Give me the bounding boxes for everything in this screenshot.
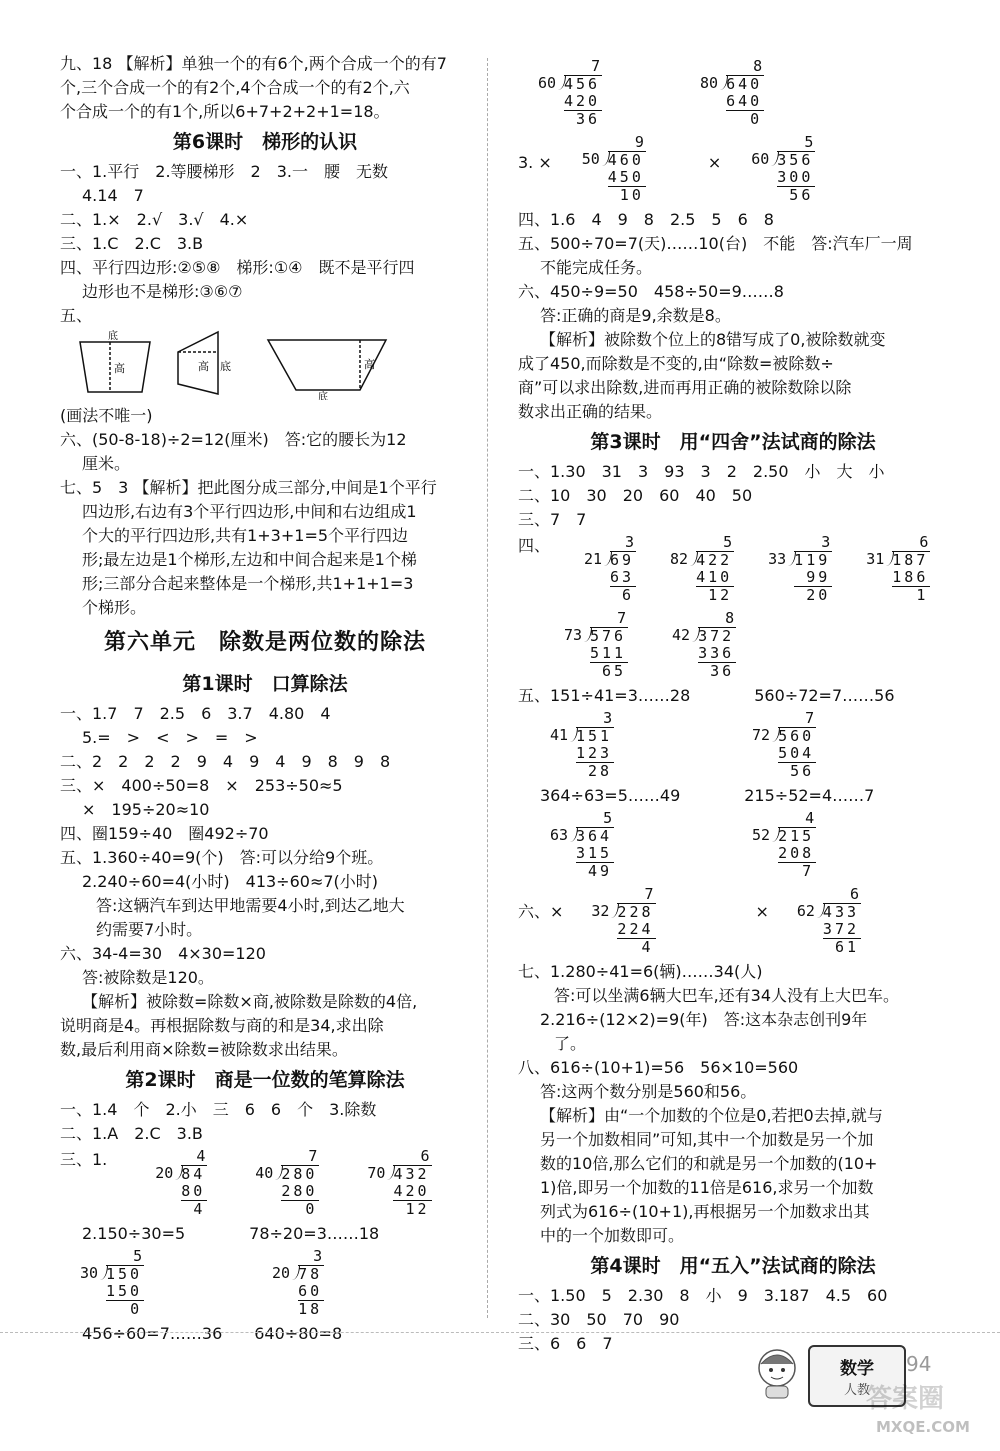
remainder: 36 bbox=[564, 110, 602, 128]
long-division-row bbox=[518, 132, 948, 208]
text-line: 四、1.6 4 9 8 2.5 5 6 8 bbox=[518, 210, 774, 229]
long-division bbox=[556, 610, 628, 680]
text-line: 个梯形。 bbox=[82, 598, 147, 617]
edition-label: 人教 bbox=[843, 1383, 870, 1398]
dividend: 150 bbox=[106, 1265, 143, 1283]
text-line: 二、30 50 70 90 bbox=[518, 1310, 680, 1329]
product: 640 bbox=[726, 92, 763, 110]
long-division-row bbox=[518, 708, 948, 784]
divisor: 41 bbox=[549, 726, 568, 744]
dividend: 356 bbox=[777, 151, 814, 169]
text-line: 一、1.平行 2.等腰梯形 2 3.一 腰 无数 bbox=[60, 162, 388, 181]
text-line: 【解析】被除数=除数×商,被除数是除数的4倍, bbox=[82, 992, 418, 1011]
quotient: 8 bbox=[753, 57, 763, 75]
long-division bbox=[574, 134, 646, 204]
divisor: 21 bbox=[583, 550, 603, 568]
divisor: 30 bbox=[79, 1264, 98, 1282]
text-line: 了。 bbox=[554, 1034, 587, 1053]
quotient: 7 bbox=[617, 609, 627, 627]
unit-heading: 第六单元 除数是两位数的除法 bbox=[103, 630, 426, 655]
text-line: 个合成一个的有1个,所以6+7+2+2+1=18。 bbox=[60, 102, 390, 121]
text-line: 答:被除数是120。 bbox=[82, 968, 214, 987]
long-division bbox=[147, 1148, 207, 1218]
text-line: 三、6 6 7 bbox=[518, 1334, 613, 1353]
text-line: 一、1.50 5 2.30 8 小 9 3.187 4.5 60 bbox=[518, 1286, 888, 1305]
watermark: 答案圈 bbox=[866, 1384, 945, 1414]
text-line: 答:可以坐满6辆大巴车,还有34人没有上大巴车。 bbox=[554, 986, 900, 1005]
dividend: 187 bbox=[892, 551, 929, 569]
text-line: 五、1.360÷40=9(个) 答:可以分给9个班。 bbox=[60, 848, 384, 867]
long-division-row bbox=[518, 532, 948, 608]
divisor: 31 bbox=[866, 550, 885, 568]
base-label: 底 bbox=[318, 392, 328, 400]
long-division bbox=[662, 534, 734, 604]
divisor: 60 bbox=[751, 150, 770, 168]
divisor: 80 bbox=[700, 74, 719, 92]
product: 63 bbox=[610, 568, 635, 586]
text-line: 二、1.× 2.√ 3.√ 4.× bbox=[60, 210, 249, 229]
product: 186 bbox=[892, 568, 929, 586]
text-line: 三、1. bbox=[60, 1150, 108, 1169]
text-line: 个,三个合成一个的有2个,4个合成一个的有2个,六 bbox=[60, 78, 410, 97]
long-division bbox=[359, 1148, 431, 1218]
text-line: 四边形,右边有3个平行四边形,中间和右边组成1 bbox=[82, 502, 417, 521]
text-line: 形;最左边是1个梯形,左边和中间合起来是1个梯 bbox=[82, 550, 417, 569]
text-line: 364÷63=5……49 215÷52=4……7 bbox=[540, 786, 875, 805]
remainder: 4 bbox=[181, 1200, 207, 1218]
divisor: 73 bbox=[563, 626, 582, 644]
product: 336 bbox=[698, 644, 735, 662]
product: 372 bbox=[822, 920, 860, 938]
remainder: 7 bbox=[778, 862, 816, 880]
dividend: 78 bbox=[298, 1265, 323, 1283]
divisor: 42 bbox=[672, 626, 691, 644]
product: 150 bbox=[106, 1282, 143, 1300]
cartoon-kid-icon bbox=[752, 1344, 802, 1400]
long-division bbox=[744, 810, 816, 880]
height-label: 高 bbox=[114, 362, 125, 375]
text-line: 商”可以求出除数,进而再用正确的被除数除以除 bbox=[518, 378, 852, 397]
long-division bbox=[583, 886, 655, 956]
height-label: 高 bbox=[364, 358, 375, 371]
quotient: 5 bbox=[723, 533, 733, 551]
remainder: 65 bbox=[590, 662, 628, 680]
divisor: 32 bbox=[591, 902, 610, 920]
text-line: 形;三部分合起来整体是一个梯形,共1+1+1=3 bbox=[82, 574, 414, 593]
product: 511 bbox=[590, 644, 627, 662]
dividend: 280 bbox=[281, 1165, 318, 1183]
text-line: 二、10 30 20 60 40 50 bbox=[518, 486, 753, 505]
base-label: 底 bbox=[108, 331, 118, 342]
text-line: 五、500÷70=7(天)……10(台) 不能 答:汽车厂一周 bbox=[518, 234, 913, 253]
long-division bbox=[664, 610, 736, 680]
text-line: 一、1.4 个 2.小 三 6 6 个 3.除数 bbox=[60, 1100, 377, 1119]
text-line: × bbox=[707, 153, 722, 172]
divisor: 33 bbox=[768, 550, 787, 568]
divisor: 63 bbox=[549, 826, 568, 844]
text-line: 中的一个加数即可。 bbox=[540, 1226, 685, 1245]
dividend: 151 bbox=[576, 727, 613, 745]
quotient: 5 bbox=[603, 809, 613, 827]
text-line: 4.14 7 bbox=[82, 186, 144, 205]
quotient: 4 bbox=[196, 1147, 206, 1165]
long-division bbox=[264, 1248, 324, 1318]
quotient: 3 bbox=[625, 533, 635, 551]
text-line: 答:这辆汽车到达甲地需要4小时,到达乙地大 bbox=[96, 896, 405, 915]
long-division bbox=[692, 58, 764, 128]
divisor: 20 bbox=[272, 1264, 291, 1282]
right-column bbox=[518, 52, 948, 1356]
footer-rule bbox=[0, 1332, 1000, 1333]
dividend: 372 bbox=[698, 627, 735, 645]
quotient: 8 bbox=[725, 609, 735, 627]
text-line: 数,最后利用商×除数=被除数求出结果。 bbox=[60, 1040, 348, 1059]
divisor: 62 bbox=[796, 902, 815, 920]
quotient: 6 bbox=[849, 885, 860, 903]
dividend: 576 bbox=[590, 627, 627, 645]
text-line: 答:这两个数分别是560和56。 bbox=[540, 1082, 757, 1101]
product: 60 bbox=[298, 1282, 323, 1300]
text-line: 另一个加数相同”可知,其中一个加数是另一个加 bbox=[540, 1130, 874, 1149]
remainder: 0 bbox=[726, 110, 764, 128]
lesson-heading: 第6课时 梯形的认识 bbox=[172, 131, 358, 153]
dividend: 228 bbox=[617, 903, 654, 921]
dividend: 432 bbox=[393, 1165, 430, 1183]
divisor: 60 bbox=[537, 74, 556, 92]
text-line: 【解析】由“一个加数的个位是0,若把0去掉,就与 bbox=[540, 1106, 883, 1125]
long-division bbox=[760, 534, 832, 604]
quotient: 9 bbox=[634, 133, 644, 151]
long-division bbox=[744, 710, 816, 780]
text-line: 六、× bbox=[518, 902, 564, 921]
dividend: 364 bbox=[576, 827, 613, 845]
quotient: 5 bbox=[133, 1247, 143, 1265]
product: 410 bbox=[696, 568, 733, 586]
text-line: 说明商是4。再根据除数与商的和是34,求出除 bbox=[60, 1016, 384, 1035]
text-line: 2.150÷30=5 78÷20=3……18 bbox=[82, 1224, 380, 1243]
long-division-row bbox=[60, 1146, 470, 1222]
dividend: 215 bbox=[778, 827, 815, 845]
product: 224 bbox=[617, 920, 654, 938]
product: 99 bbox=[806, 568, 831, 586]
product: 315 bbox=[576, 844, 613, 862]
remainder: 56 bbox=[778, 762, 816, 780]
quotient: 3 bbox=[313, 1247, 323, 1265]
text-line: 约需要7小时。 bbox=[96, 920, 203, 939]
text-line: 三、× 400÷50=8 × 253÷50≈5 bbox=[60, 776, 343, 795]
remainder: 6 bbox=[610, 586, 636, 604]
lesson-heading: 第1课时 口算除法 bbox=[182, 673, 348, 695]
text-line: 六、450÷9=50 458÷50=9……8 bbox=[518, 282, 784, 301]
text-line: 九、18 【解析】单独一个的有6个,两个合成一个的有7 bbox=[60, 54, 447, 73]
product: 300 bbox=[777, 168, 814, 186]
divisor: 50 bbox=[581, 150, 600, 168]
text-line: 1)倍,即另一个加数的11倍是616,求另一个加数 bbox=[540, 1178, 874, 1197]
divisor: 70 bbox=[367, 1164, 386, 1182]
remainder: 28 bbox=[576, 762, 614, 780]
quotient: 5 bbox=[804, 133, 814, 151]
remainder: 36 bbox=[698, 662, 736, 680]
text-line: × bbox=[755, 902, 769, 921]
text-line: 成了450,而除数是不变的,由“除数=被除数÷ bbox=[518, 354, 834, 373]
text-line: 四、圈159÷40 圈492÷70 bbox=[60, 824, 269, 843]
text-line: 边形也不是梯形:③⑥⑦ bbox=[82, 282, 243, 301]
divisor: 40 bbox=[255, 1164, 274, 1182]
text-line: 一、1.30 31 3 93 3 2 2.50 小 大 小 bbox=[518, 462, 885, 481]
long-division bbox=[72, 1248, 144, 1318]
dividend: 560 bbox=[778, 727, 815, 745]
product: 208 bbox=[778, 844, 815, 862]
text-line: 一、1.7 7 2.5 6 3.7 4.80 4 bbox=[60, 704, 331, 723]
text-line: 3. × bbox=[518, 153, 552, 172]
text-line: 八、616÷(10+1)=56 56×10=560 bbox=[518, 1058, 799, 1077]
quotient: 6 bbox=[919, 533, 929, 551]
product: 420 bbox=[564, 92, 601, 110]
text-line: 六、(50-8-18)÷2=12(厘米) 答:它的腰长为12 bbox=[60, 430, 407, 449]
text-line: 2.240÷60=4(小时) 413÷60≈7(小时) bbox=[82, 872, 379, 891]
height-label: 高 bbox=[198, 360, 209, 373]
column-divider bbox=[487, 58, 488, 1318]
product: 123 bbox=[576, 744, 613, 762]
long-division bbox=[542, 710, 614, 780]
dividend: 69 bbox=[610, 551, 635, 569]
divisor: 72 bbox=[752, 726, 771, 744]
quotient: 6 bbox=[420, 1147, 430, 1165]
long-division-row bbox=[518, 884, 948, 960]
dividend: 456 bbox=[564, 75, 601, 93]
text-line: 三、7 7 bbox=[518, 510, 587, 529]
quotient: 3 bbox=[603, 709, 613, 727]
quotient: 3 bbox=[821, 533, 831, 551]
long-division-row bbox=[518, 52, 948, 132]
text-line: 七、1.280÷41=6(辆)……34(人) bbox=[518, 962, 763, 981]
dividend: 119 bbox=[794, 551, 831, 569]
remainder: 10 bbox=[608, 186, 646, 204]
divisor: 82 bbox=[670, 550, 689, 568]
quotient: 7 bbox=[644, 885, 654, 903]
lesson-heading: 第4课时 用“五入”法试商的除法 bbox=[590, 1255, 876, 1277]
remainder: 12 bbox=[696, 586, 734, 604]
product: 450 bbox=[607, 168, 644, 186]
dividend: 422 bbox=[696, 551, 733, 569]
watermark-url: MXQE.COM bbox=[876, 1418, 970, 1436]
dividend: 460 bbox=[607, 151, 644, 169]
text-line: 五、 bbox=[60, 306, 93, 325]
dividend: 640 bbox=[726, 75, 763, 93]
remainder: 12 bbox=[393, 1200, 431, 1218]
long-division bbox=[542, 810, 614, 880]
lesson-heading: 第2课时 商是一位数的笔算除法 bbox=[125, 1069, 405, 1091]
remainder: 20 bbox=[794, 586, 832, 604]
text-line: 个大的平行四边形,共有1+3+1=5个平行四边 bbox=[82, 526, 409, 545]
text-line: (画法不唯一) bbox=[60, 406, 153, 425]
text-line: 【解析】被除数个位上的8错写成了0,被除数就变 bbox=[540, 330, 886, 349]
subject-label: 数学 bbox=[840, 1359, 874, 1379]
lesson-heading: 第3课时 用“四舍”法试商的除法 bbox=[590, 431, 876, 453]
remainder: 18 bbox=[298, 1300, 323, 1318]
quotient: 7 bbox=[805, 709, 815, 727]
long-division bbox=[247, 1148, 319, 1218]
text-line: 四、 bbox=[518, 536, 551, 555]
product: 504 bbox=[778, 744, 815, 762]
text-line: 三、1.C 2.C 3.B bbox=[60, 234, 204, 253]
quotient: 7 bbox=[308, 1147, 318, 1165]
text-line: 六、34-4=30 4×30=120 bbox=[60, 944, 266, 963]
product: 420 bbox=[393, 1182, 430, 1200]
base-label: 底 bbox=[220, 360, 231, 373]
remainder: 0 bbox=[106, 1300, 144, 1318]
long-division bbox=[743, 134, 815, 204]
text-line: 四、平行四边形:②⑤⑧ 梯形:①④ 既不是平行四 bbox=[60, 258, 415, 277]
remainder: 61 bbox=[823, 938, 861, 956]
divisor: 52 bbox=[752, 826, 771, 844]
text-line: 数求出正确的结果。 bbox=[518, 402, 663, 421]
text-line: 5.= > < > = > bbox=[82, 728, 258, 747]
long-division-row bbox=[60, 1246, 470, 1322]
remainder: 0 bbox=[281, 1200, 319, 1218]
product: 80 bbox=[181, 1182, 206, 1200]
page-number: 94 bbox=[906, 1352, 932, 1376]
long-division bbox=[858, 534, 930, 604]
remainder: 49 bbox=[576, 862, 614, 880]
long-division-row bbox=[518, 608, 948, 684]
text-line: 2.216÷(12×2)=9(年) 答:这本杂志创刊9年 bbox=[540, 1010, 868, 1029]
long-division-row bbox=[518, 808, 948, 884]
divisor: 20 bbox=[155, 1164, 174, 1182]
text-line: 数的10倍,那么它们的和就是另一个加数的(10+ bbox=[540, 1154, 878, 1173]
long-division bbox=[789, 886, 861, 956]
long-division bbox=[576, 534, 636, 604]
text-line: 456÷60=7……36 640÷80=8 bbox=[82, 1324, 343, 1343]
dividend: 84 bbox=[181, 1165, 206, 1183]
dividend: 433 bbox=[822, 903, 860, 921]
remainder: 56 bbox=[777, 186, 815, 204]
remainder: 1 bbox=[892, 586, 930, 604]
remainder: 4 bbox=[617, 938, 655, 956]
text-line: 二、1.A 2.C 3.B bbox=[60, 1124, 203, 1143]
quotient: 4 bbox=[805, 809, 815, 827]
trapezoid-figures bbox=[70, 330, 410, 400]
quotient: 7 bbox=[591, 57, 601, 75]
product: 280 bbox=[281, 1182, 318, 1200]
text-line: 不能完成任务。 bbox=[540, 258, 653, 277]
long-division bbox=[530, 58, 602, 128]
text-line: × 195÷20≈10 bbox=[82, 800, 210, 819]
text-line: 五、151÷41=3……28 560÷72=7……56 bbox=[518, 686, 895, 705]
text-line: 厘米。 bbox=[82, 454, 131, 473]
text-line: 二、2 2 2 2 9 4 9 4 9 8 9 8 bbox=[60, 752, 391, 771]
text-line: 七、5 3 【解析】把此图分成三部分,中间是1个平行 bbox=[60, 478, 437, 497]
text-line: 答:正确的商是9,余数是8。 bbox=[540, 306, 731, 325]
text-line: 列式为616÷(10+1),再根据另一个加数求出其 bbox=[540, 1202, 870, 1221]
left-column bbox=[60, 52, 470, 1346]
